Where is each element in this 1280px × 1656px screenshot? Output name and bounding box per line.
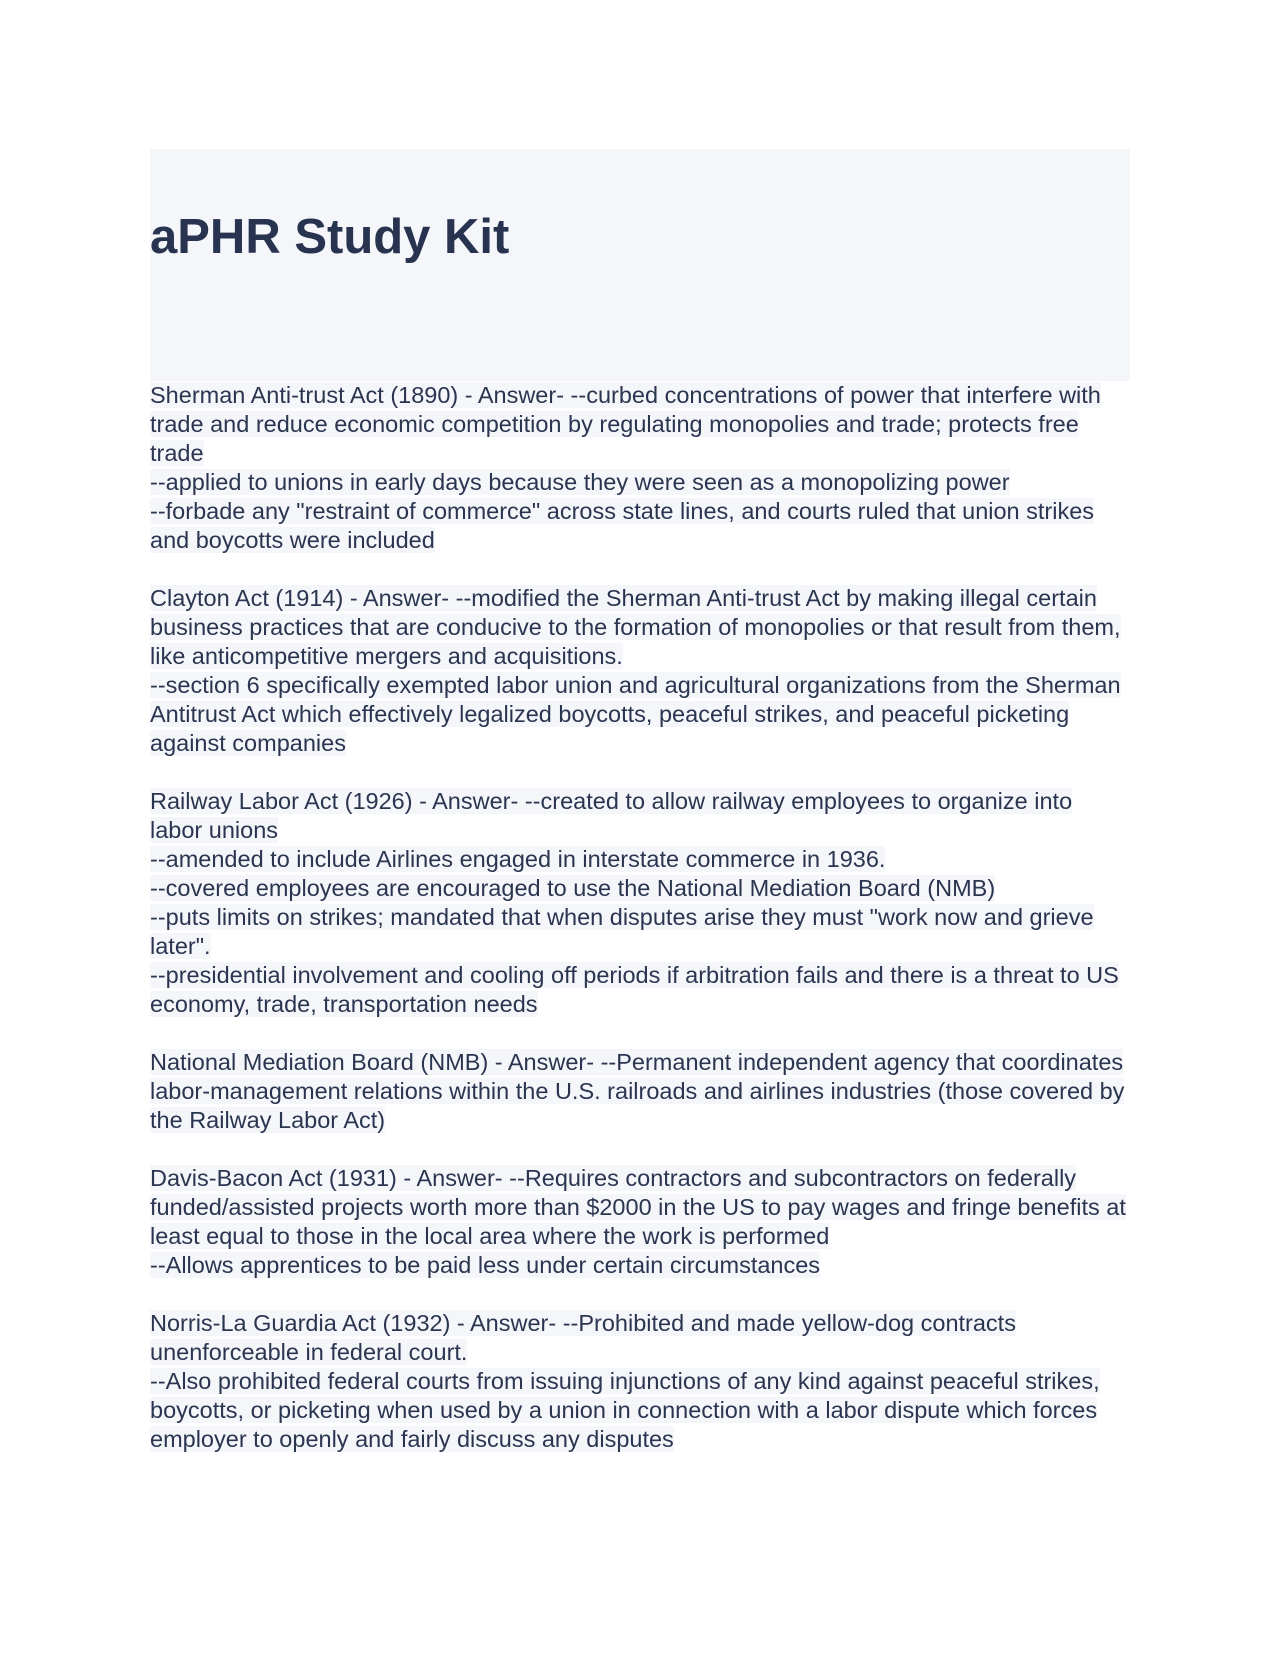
entry-line: Davis-Bacon Act (1931) - Answer- --Requires contractors and subcontractors on federally funded/assisted projects worth more than $2000 in the US to pay wages and fringe benefits at least equal to those in the local area where the work is performed: [150, 1165, 1126, 1249]
entry-line: --covered employees are encouraged to use the National Mediation Board (NMB): [150, 875, 996, 901]
entry-line: --Allows apprentices to be paid less under certain circumstances: [150, 1252, 821, 1278]
document-page: [150, 149, 1130, 1483]
entry-sherman-act: [150, 381, 1130, 555]
document-title: aPHR Study Kit: [150, 210, 510, 264]
entry-line: --section 6 specifically exempted labor union and agricultural organizations from the Sherman Antitrust Act which effectively legalized boycotts, peaceful strikes, and peaceful picketing against companies: [150, 672, 1121, 756]
entry-line: --applied to unions in early days because they were seen as a monopolizing power: [150, 469, 1010, 495]
entry-line: National Mediation Board (NMB) - Answer- --Permanent independent agency that coordinates labor-management relations within the U.S. railroads and airlines industries (those covered by the Railway Labor Act): [150, 1049, 1125, 1133]
entry-norris-la-guardia-act: [150, 1309, 1130, 1454]
entry-line: --puts limits on strikes; mandated that when disputes arise they must "work now and grieve later".: [150, 904, 1094, 959]
entries-list: [150, 381, 1130, 1454]
entry-line: --amended to include Airlines engaged in interstate commerce in 1936.: [150, 846, 886, 872]
entry-line: Railway Labor Act (1926) - Answer- --created to allow railway employees to organize into labor unions: [150, 788, 1073, 843]
entry-davis-bacon-act: [150, 1164, 1130, 1280]
title-block: [150, 149, 1130, 381]
entry-clayton-act: [150, 584, 1130, 758]
entry-line: Norris-La Guardia Act (1932) - Answer- --Prohibited and made yellow-dog contracts unenforceable in federal court.: [150, 1310, 1016, 1365]
entry-railway-labor-act: [150, 787, 1130, 1019]
entry-national-mediation-board: [150, 1048, 1130, 1135]
entry-line: Sherman Anti-trust Act (1890) - Answer- --curbed concentrations of power that interfere with trade and reduce economic competition by regulating monopolies and trade; protects free trade: [150, 382, 1101, 466]
entry-line: --presidential involvement and cooling off periods if arbitration fails and there is a threat to US economy, trade, transportation needs: [150, 962, 1119, 1017]
entry-line: --forbade any "restraint of commerce" across state lines, and courts ruled that union strikes and boycotts were included: [150, 498, 1095, 553]
entry-line: Clayton Act (1914) - Answer- --modified the Sherman Anti-trust Act by making illegal certain business practices that are conducive to the formation of monopolies or that result from them, like anticompetitive mergers and acquisitions.: [150, 585, 1121, 669]
entry-line: --Also prohibited federal courts from issuing injunctions of any kind against peaceful strikes, boycotts, or picketing when used by a union in connection with a labor dispute which forces employer to openly and fairly discuss any disputes: [150, 1368, 1100, 1452]
